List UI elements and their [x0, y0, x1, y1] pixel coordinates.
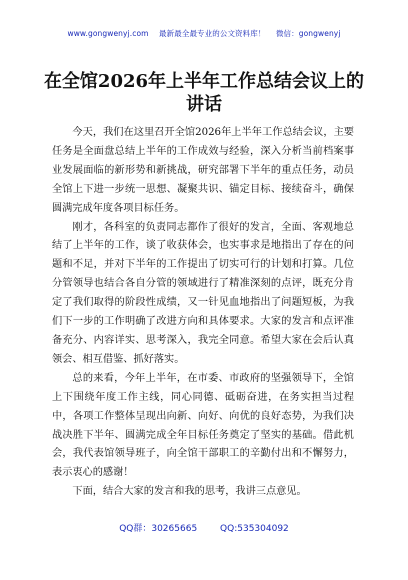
qq-group: QQ群：30265665 — [119, 524, 198, 534]
document-title: 在全馆2026年上半年工作总结会议上的讲话 — [43, 71, 365, 115]
paragraph-4: 下面，结合大家的发言和我的思考，我讲三点意见。 — [72, 486, 307, 498]
paragraph-1: 今天，我们在这里召开全馆2026年上半年工作总结会议，主要任务是全面盘总结上半年的工作成效与经验，深入分析当前档案事业发展面临的新形势和新挑战，研究部署下半年的重点任务，动员全馆上下进一步统一思想、凝聚共识、锚定目标、接续奋斗，确保圆满完成年度各项目标任务。 — [52, 127, 354, 214]
site-url-link[interactable]: www.gongwenyj.com — [67, 29, 149, 38]
wechat-id: 微信：gongwenyj — [275, 29, 341, 38]
contact-footer — [0, 521, 408, 534]
document-body — [52, 124, 354, 502]
paragraph-3: 总的来看，今年上半年，在市委、市政府的坚强领导下，全馆上下围绕年度工作主线，同心同德、砥砺奋进，在务实担当过程中，各项工作整体呈现出向新、向好、向优的良好态势，为我们决战决胜下半年、圆满完成全年目标任务奠定了坚实的基础。借此机会，我代表馆领导班子，向全馆干部职工的辛勤付出和不懈努力，表示衷心的感谢！ — [52, 372, 354, 479]
site-banner — [0, 28, 408, 39]
site-slogan: 最新最全最专业的公文资料库！ — [159, 29, 266, 38]
paragraph-2: 刚才，各科室的负责同志都作了很好的发言，全面、客观地总结了上半年的工作，谈了收获体会，也实事求是地指出了存在的问题和不足，并对下半年的工作提出了切实可行的计划和打算。几位分管领导也结合各自分管的领域进行了精准深刻的点评，既充分肯定了我们取得的阶段性成绩，又一针见血地指出了问题短板，为我们下一步的工作明确了改进方向和具体要求。大家的发言和点评准备充分、内容详实、思考深入，我完全同意。希望大家在会后认真领会、相互借鉴、抓好落实。 — [52, 221, 354, 365]
qq-number: QQ:535304092 — [220, 524, 289, 534]
